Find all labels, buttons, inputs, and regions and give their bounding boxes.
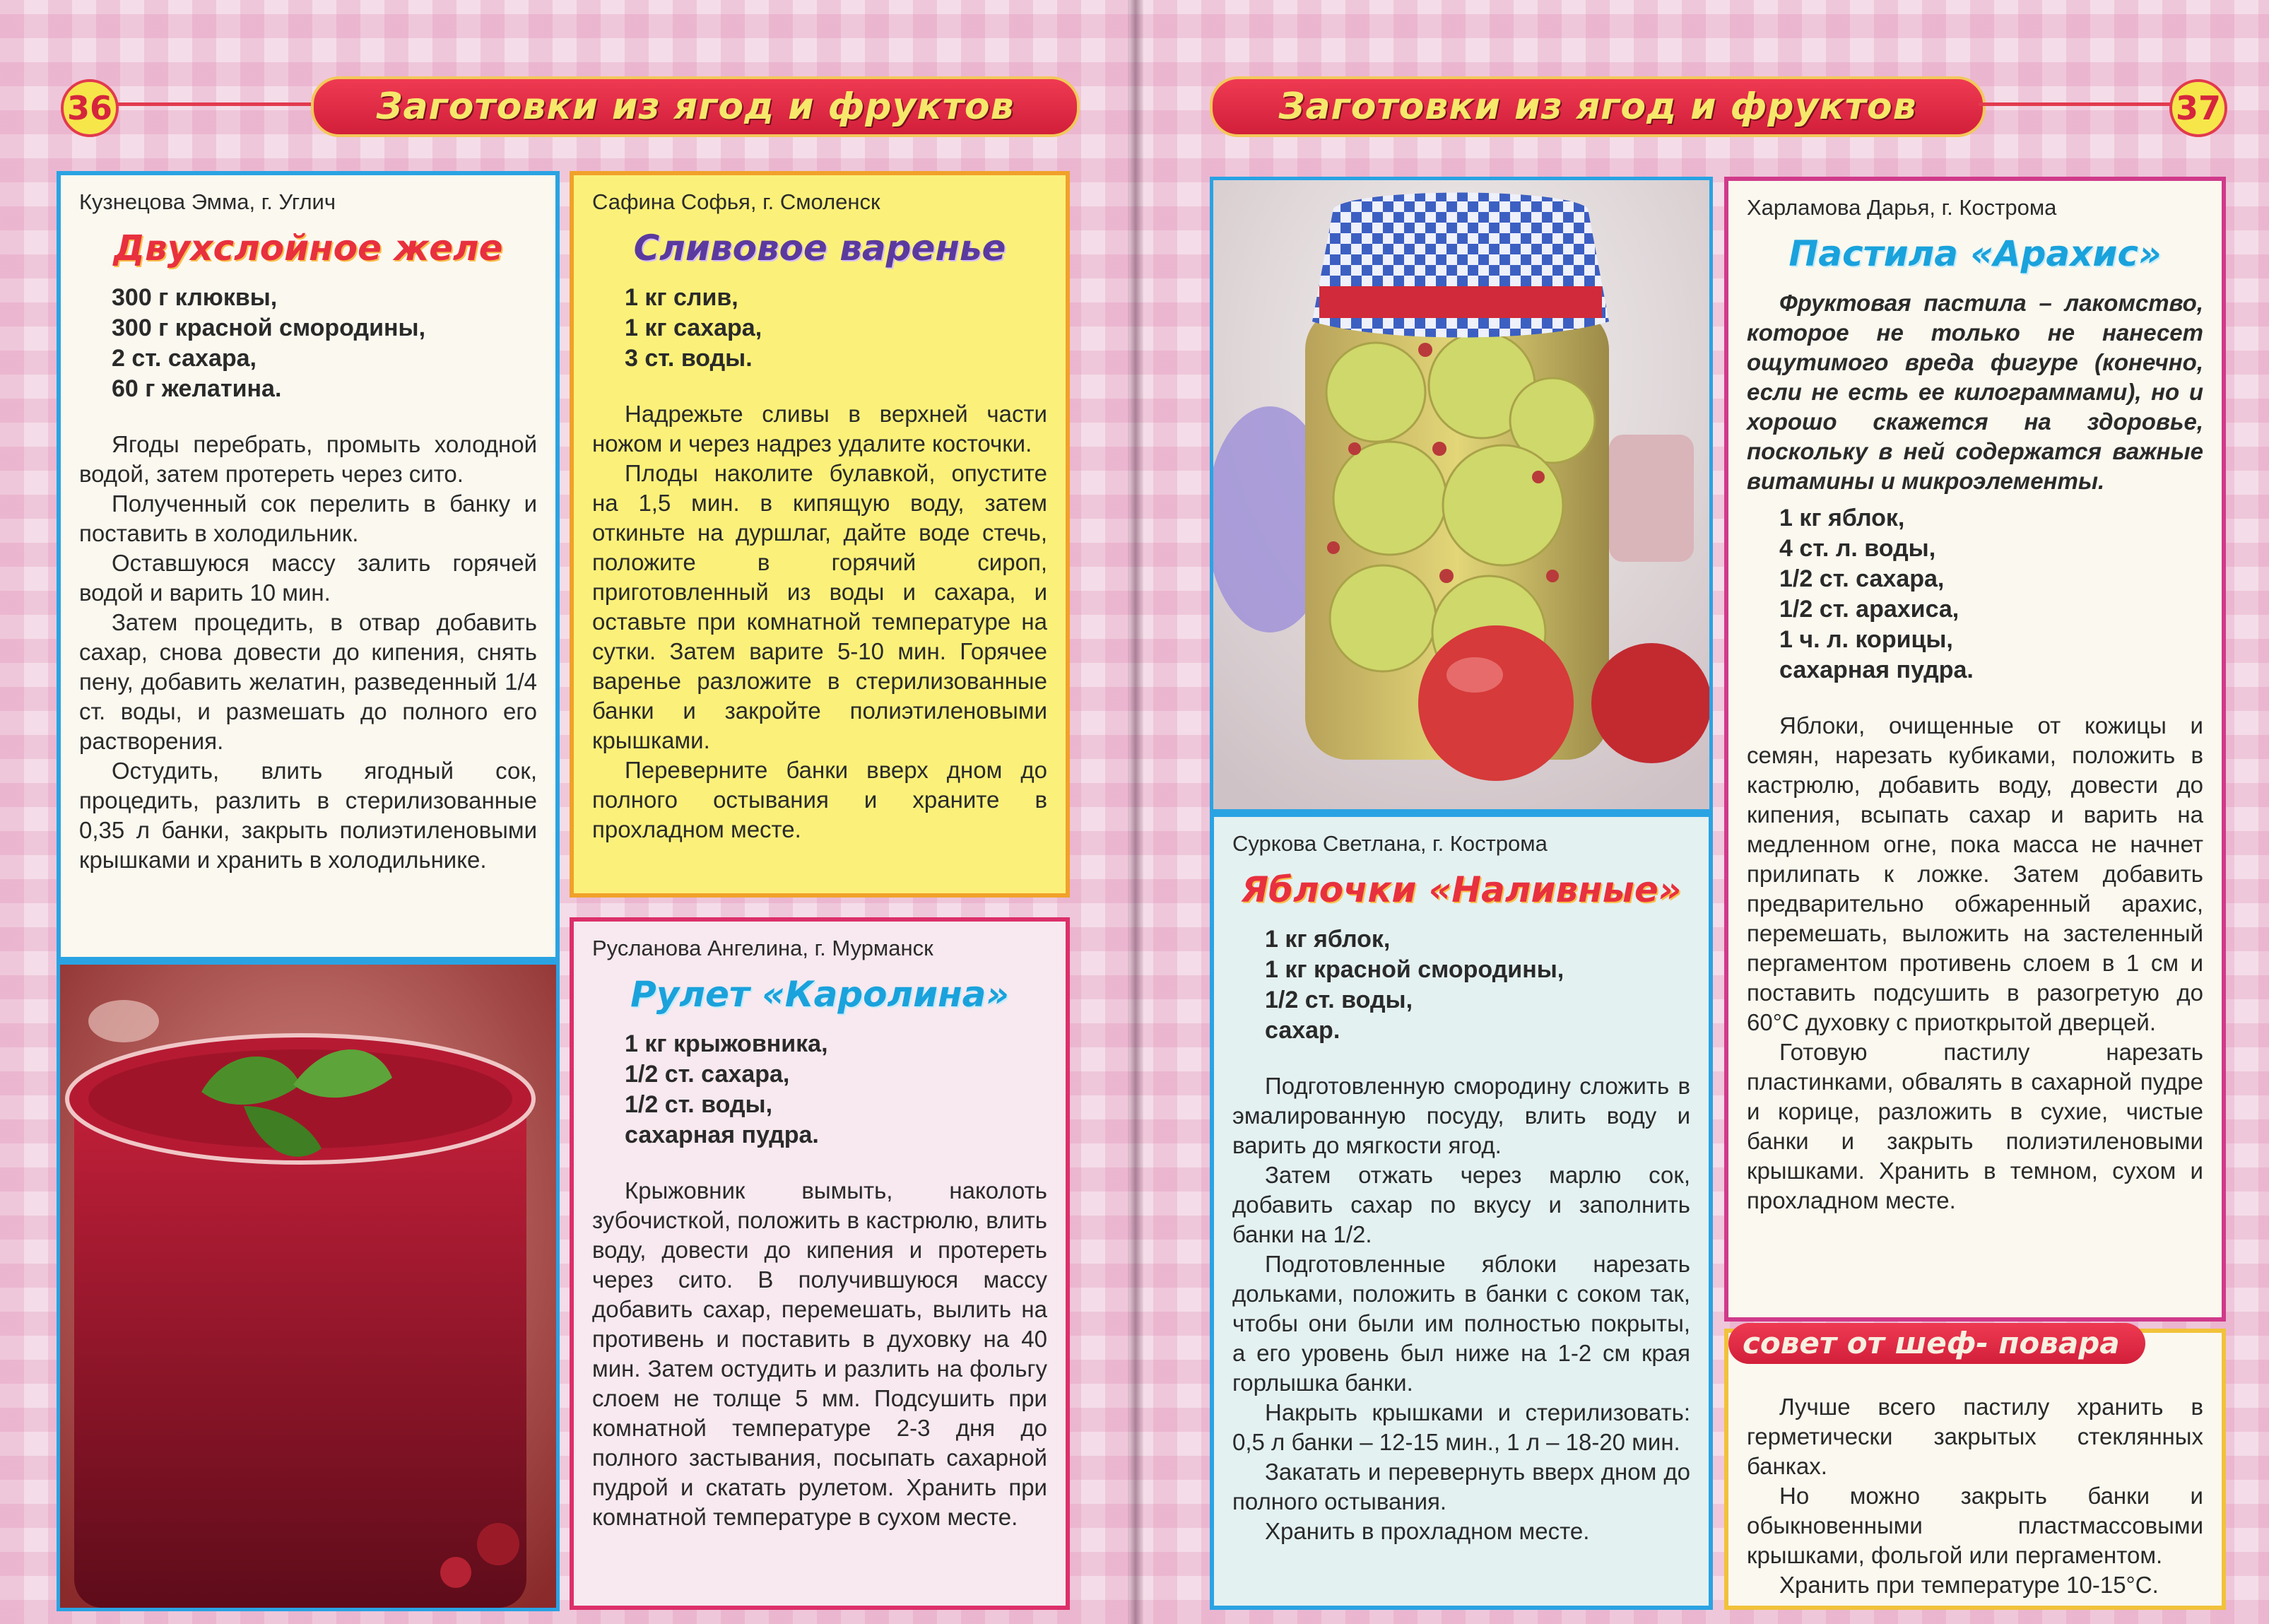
tip-text [1747, 1392, 2203, 1600]
ingredient-list [1265, 924, 1690, 1046]
step-text: Затем отжать через марлю сок, добавить сахар по вкусу и заполнить банки на 1/2. [1232, 1162, 1690, 1247]
jelly-photo [57, 961, 560, 1611]
recipe-steps [592, 1176, 1047, 1532]
ingredient: 1/2 ст. арахиса, [1779, 596, 1959, 623]
tip-paragraph: Но можно закрыть банки и обыкновенными пластмассовыми крышками, фольгой или пергаментом. [1747, 1483, 2203, 1568]
book-spine [1128, 0, 1143, 1624]
ingredient: 1 кг крыжовника, [625, 1030, 828, 1057]
ingredient: 1 кг яблок, [1779, 505, 1905, 531]
step-text: Полученный сок перелить в банку и поставить в холодильник. [79, 490, 537, 546]
recipe-author: Русланова Ангелина, г. Мурманск [592, 936, 933, 960]
ingredient: 300 г клюквы, [112, 284, 278, 311]
chef-tip-box [1724, 1329, 2226, 1610]
apple-jar-photo [1210, 177, 1713, 813]
ingredient: 4 ст. л. воды, [1779, 535, 1936, 562]
ingredient: 1/2 ст. воды, [625, 1091, 773, 1118]
step-text: Подготовленную смородину сложить в эмалированную посуду, влить воду и варить до мягкости ягод. [1232, 1073, 1690, 1158]
ingredient: сахарная пудра. [1779, 657, 1974, 683]
recipe-steps [1747, 711, 2203, 1216]
recipe-title: Двухслойное желе [113, 228, 503, 269]
ingredient-list [112, 283, 537, 404]
step-text: Оставшуюся массу залить горячей водой и варить 10 мин. [79, 550, 537, 606]
step-text: Накрыть крышками и стерилизовать: 0,5 л банки – 12-15 мин., 1 л – 18-20 мин. [1232, 1399, 1690, 1455]
step-text: Ягоды перебрать, промыть холодной водой, затем протереть через сито. [79, 431, 537, 487]
recipe-roll [570, 917, 1070, 1610]
step-text: Плоды наколите булавкой, опустите на 1,5 мин. в кипящую воду, затем откиньте на дуршлаг, дайте воде стечь, положите в горячий сироп, приготовленный из воды и сахара, и оставьте при комнатной температуре на сутки. Затем варите 5-10 мин. Горячее варенье разложите в стерилизованные банки и закройте полиэтиленовыми крышками. [592, 460, 1047, 753]
ingredient-list [625, 283, 1047, 374]
step-text: Крыжовник вымыть, наколоть зубочисткой, положить в кастрюлю, влить воду, довести до кипения и протереть через сито. В получившуюся массу добавить сахар, перемешать, вылить на противень и поставить в духовку на 40 мин. Затем остудить и разлить на фольгу слоем не толще 5 мм. Подсушить при комнатной температуре 2-3 дня до полного застывания, посыпать сахарной пудрой и скатать рулетом. Хранить при комнатной температуре в сухом месте. [592, 1177, 1047, 1530]
step-text: Подготовленные яблоки нарезать дольками, положить в банки с соком так, чтобы они были им полностью покрыты, а его уровень был ниже на 1-2 см края горлышка банки. [1232, 1251, 1690, 1396]
step-text: Переверните банки вверх дном до полного остывания и храните в прохладном месте. [592, 757, 1047, 842]
step-text: Надрежьте сливы в верхней части ножом и через надрез удалите косточки. [592, 401, 1047, 457]
right-section-banner: Заготовки из ягод и фруктов [1210, 76, 1986, 137]
recipe-author: Кузнецова Эмма, г. Углич [79, 189, 336, 214]
step-text: Готовую пастилу нарезать пластинками, обвалять в сахарной пудре и корице, разложить в сухие, чистые банки и закрыть полиэтиленовыми крышками. Хранить в темном, сухом и прохладном месте. [1747, 1039, 2203, 1213]
recipe-author: Суркова Светлана, г. Кострома [1232, 831, 1548, 856]
left-section-banner: Заготовки из ягод и фруктов [311, 76, 1080, 137]
ingredient: 1/2 ст. сахара, [1779, 565, 1945, 592]
recipe-jelly [57, 171, 560, 961]
recipe-steps [79, 430, 537, 875]
ingredient: сахарная пудра. [625, 1122, 819, 1148]
ingredient: 1 кг слив, [625, 284, 738, 311]
recipe-apples [1210, 813, 1713, 1610]
right-header-line [1979, 102, 2176, 106]
step-text: Хранить в прохладном месте. [1265, 1518, 1590, 1544]
left-page-number: 36 [61, 79, 119, 137]
chef-tip-heading: совет от шеф- повара [1728, 1323, 2145, 1364]
jelly-glass-illustration [60, 965, 556, 1608]
recipe-title: Яблочки «Наливные» [1241, 869, 1682, 910]
ingredient: 1 кг сахара, [625, 314, 762, 341]
tip-paragraph: Лучше всего пастилу хранить в герметически закрытых стеклянных банках. [1747, 1394, 2203, 1479]
recipe-title: Пастила «Арахис» [1788, 233, 2162, 274]
ingredient-list [625, 1029, 1047, 1151]
ingredient: сахар. [1265, 1017, 1340, 1044]
ingredient: 1/2 ст. сахара, [625, 1061, 790, 1088]
ingredient: 1 ч. л. корицы, [1779, 626, 1953, 653]
ingredient: 1 кг красной смородины, [1265, 956, 1564, 983]
step-text: Яблоки, очищенные от кожицы и семян, нарезать кубиками, положить в кастрюлю, добавить воду, довести до кипения, всыпать сахар и варить на медленном огне, пока масса не начнет прилипать к ложке. Затем добавить предварительно обжаренный арахис, перемешать, выложить на застеленный пергаментом противень слоем в 1 см и поставить подсушить в разогретую до 60°С духовку с приоткрытой дверцей. [1747, 712, 2203, 1035]
ingredient: 3 ст. воды. [625, 345, 753, 372]
ingredient: 60 г желатина. [112, 375, 282, 402]
recipe-title: Сливовое варенье [633, 228, 1006, 269]
recipe-steps [592, 399, 1047, 845]
recipe-plum [570, 171, 1070, 898]
ingredient: 1 кг яблок, [1265, 926, 1391, 953]
recipe-title: Рулет «Каролина» [630, 974, 1009, 1015]
tip-paragraph: Хранить при температуре 10-15°С. [1779, 1572, 2159, 1598]
ingredient-list [1779, 503, 2203, 686]
recipe-author: Сафина Софья, г. Смоленск [592, 189, 880, 214]
apple-jar-illustration [1213, 180, 1709, 809]
step-text: Затем процедить, в отвар добавить сахар, снова довести до кипения, снять пену, добавить желатин, разведенный 1/4 ст. воды, и размешать до полного его растворения. [79, 609, 537, 754]
step-text: Закатать и перевернуть вверх дном до полного остывания. [1232, 1459, 1690, 1514]
step-text: Остудить, влить ягодный сок, процедить, разлить в стерилизованные 0,35 л банки, закрыть полиэтиленовыми крышками и хранить в холодильнике. [79, 758, 537, 873]
recipe-pastila [1724, 177, 2226, 1322]
left-header-line [106, 102, 311, 106]
ingredient: 1/2 ст. воды, [1265, 987, 1413, 1013]
right-page-number: 37 [2169, 79, 2227, 137]
ingredient: 2 ст. сахара, [112, 345, 257, 372]
ingredient: 300 г красной смородины, [112, 314, 426, 341]
recipe-steps [1232, 1071, 1690, 1546]
recipe-author: Харламова Дарья, г. Кострома [1747, 195, 2057, 220]
recipe-intro: Фруктовая пастила – лакомство, которое не только не нанесет ощутимого вреда фигуре (конечно, если не есть ее килограммами), но и хорошо скажется на здоровье, поскольку в ней содержатся важные витамины и микроэлементы. [1747, 290, 2203, 494]
